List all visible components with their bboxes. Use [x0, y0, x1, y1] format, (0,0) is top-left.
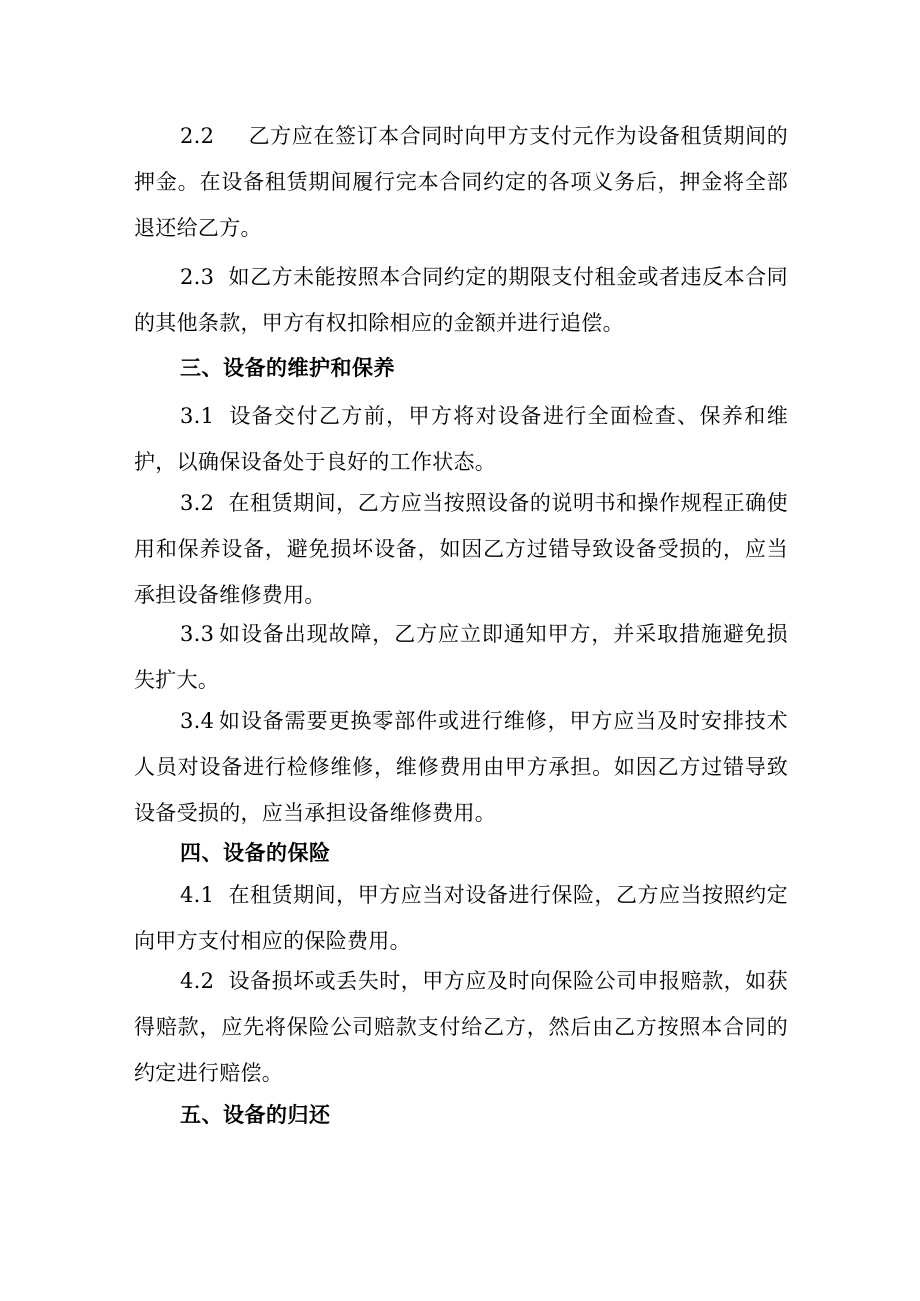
clause-number: 2.3	[180, 265, 215, 289]
clause-text: 如乙方未能按照本合同约定的期限支付租金或者违反本合同的其他条款，甲方有权扣除相应的金额并进行追偿。	[134, 265, 788, 335]
clause-3-3	[134, 611, 788, 703]
section-heading-3: 三、设备的维护和保养	[180, 355, 395, 380]
clause-text: 在租赁期间，甲方应当对设备进行保险，乙方应当按照约定向甲方支付相应的保险费用。	[134, 883, 788, 953]
clause-text: 如设备出现故障，乙方应立即通知甲方，并采取措施避免损失扩大。	[134, 622, 788, 692]
section-heading-5: 五、设备的归还	[180, 1102, 331, 1127]
clause-4-2	[134, 958, 788, 1096]
clause-number: 2.2	[180, 124, 215, 148]
clause-text: 设备交付乙方前，甲方将对设备进行全面检查、保养和维护，以确保设备处于良好的工作状态。	[134, 404, 788, 474]
clause-3-1	[134, 393, 788, 485]
clause-number: 3.4	[180, 709, 215, 733]
section-heading-4: 四、设备的保险	[180, 840, 331, 865]
clause-number: 4.2	[180, 969, 215, 993]
clause-4-1	[134, 872, 788, 964]
clause-text: 如设备需要更换零部件或进行维修，甲方应当及时安排技术人员对设备进行检修维修，维修费用由甲方承担。如因乙方过错导致设备受损的，应当承担设备维修费用。	[134, 709, 788, 825]
clause-3-4	[134, 698, 788, 836]
clause-2-2	[134, 113, 788, 251]
clause-number: 4.1	[180, 883, 215, 907]
clause-number: 3.3	[180, 622, 215, 646]
clause-3-2	[134, 480, 788, 618]
clause-number: 3.2	[180, 491, 215, 515]
clause-text: 在租赁期间，乙方应当按照设备的说明书和操作规程正确使用和保养设备，避免损坏设备，如因乙方过错导致设备受损的，应当承担设备维修费用。	[134, 491, 788, 607]
clause-2-3	[134, 254, 788, 346]
clause-text: 乙方应在签订本合同时向甲方支付元作为设备租赁期间的押金。在设备租赁期间履行完本合同约定的各项义务后，押金将全部退还给乙方。	[134, 124, 788, 240]
clause-number: 3.1	[180, 404, 215, 428]
clause-text: 设备损坏或丢失时，甲方应及时向保险公司申报赔款，如获得赔款，应先将保险公司赔款支付给乙方，然后由乙方按照本合同的约定进行赔偿。	[134, 969, 788, 1085]
